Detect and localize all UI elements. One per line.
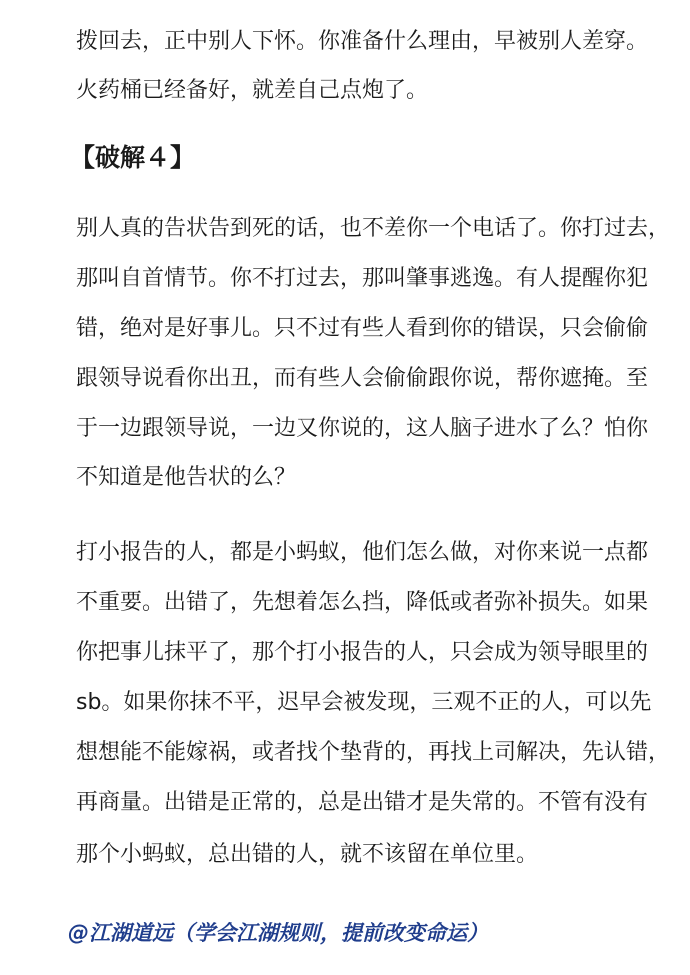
intro-line-1: 拨回去，正中别人下怀。你准备什么理由，早被别人差穿。	[76, 29, 649, 54]
paragraph1-line-1: 别人真的告状告到死的话，也不差你一个电话了。你打过去，	[76, 216, 671, 241]
paragraph2-line-5: 想想能不能嫁祸，或者找个垫背的，再找上司解决，先认错，	[76, 740, 671, 765]
paragraph1-line-4: 跟领导说看你出丑，而有些人会偷偷跟你说，帮你遮掩。至	[76, 366, 649, 391]
paragraph2-line-1: 打小报告的人，都是小蚂蚁，他们怎么做，对你来说一点都	[76, 540, 649, 565]
paragraph2-line-2: 不重要。出错了，先想着怎么挡，降低或者弥补损失。如果	[76, 590, 649, 615]
author-signature: @江湖道远（学会江湖规则，提前改变命运）	[68, 921, 488, 945]
paragraph1-line-3: 错，绝对是好事儿。只不过有些人看到你的错误，只会偷偷	[76, 316, 649, 341]
paragraph1-line-2: 那叫自首情节。你不打过去，那叫肇事逃逸。有人提醒你犯	[76, 266, 649, 291]
section-heading: 【破解４】	[70, 143, 196, 172]
paragraph2-line-6: 再商量。出错是正常的，总是出错才是失常的。不管有没有	[76, 790, 649, 815]
paragraph1-line-5: 于一边跟领导说，一边又你说的，这人脑子进水了么？怕你	[76, 416, 649, 441]
paragraph1-line-6: 不知道是他告状的么？	[76, 465, 297, 490]
paragraph2-line-7: 那个小蚂蚁，总出错的人，就不该留在单位里。	[76, 842, 539, 867]
intro-line-2: 火药桶已经备好，就差自己点炮了。	[76, 78, 429, 103]
paragraph2-line-4: sb。如果你抹不平，迟早会被发现，三观不正的人，可以先	[76, 690, 652, 715]
paragraph2-line-3: 你把事儿抹平了，那个打小报告的人，只会成为领导眼里的	[76, 640, 649, 665]
